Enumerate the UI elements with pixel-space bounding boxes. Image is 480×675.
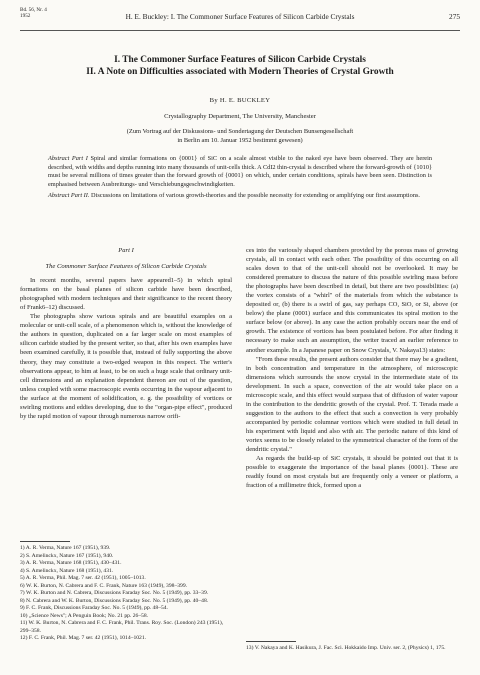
- footnote: 7) W. K. Burton and N. Cabrera, Discussions Faraday Soc. No. 5 (1949), pp. 33–39.: [20, 590, 209, 596]
- footnote: 2) S. Amelinckx, Nature 167 (1951), 940.: [20, 552, 114, 559]
- volume-year: 1952: [20, 12, 31, 19]
- footnote: 13) V. Nakaya and K. Hasikura, J. Fac. Sci. Hokkaido Imp. Univ. ser. 2, (Physics) 1, 175.: [246, 645, 446, 651]
- abstract-part-2-text: Discussions on limitations of various growth-theories and the possible necessity for extending or amplifying our first assumptions.: [91, 191, 420, 199]
- footnote: 8) N. Cabrera and W. K. Burton, Discussions Faraday Soc. No. 5 (1949), pp. 40–48.: [20, 597, 209, 604]
- right-paragraph-1: ces into the variously shaped chambers provided by the porous mass of growing crystals, all in contact with each other. The possibility of this occurring on all scales down to that of the unit-cell should not be overlooked. It may be considered premature to discuss the nature of this possible swirling mass before the photographs have been described in detail, but there are two possibilities: (a) the vortex consists of a "whirl" of the materials from which the substance is deposited or, (b) there is a swirl of gas, say perhaps CO, SiO, or Si, above (or below) the plane (0001) surface and this communicates its spiral motion to the surface below (or above). In any case the action probably occurs near the end of growth. The existence of vortices has been postulated before. For after finding it necessary to make such an assumption, the writer traced an earlier reference to another example. In a Japanese paper on Snow Crystals, V. Nakaya13) states:: [246, 247, 458, 354]
- running-title: H. E. Buckley: I. The Commoner Surface Features of Silicon Carbide Crystals: [125, 12, 355, 21]
- received-line-1: (Zum Vortrag auf der Diskussions- und Sondertagung der Deutschen Bunsengesellschaft: [126, 128, 354, 135]
- running-header: [20, 8, 460, 31]
- footnote: 10) „Science News"; A Penguin Book; No. 21 pp. 26–58.: [20, 612, 149, 619]
- footnote-rule-right: [246, 641, 296, 642]
- footnote: 5) A. R. Verma, Phil. Mag. 7 ser. 42 (1951), 1005–1013.: [20, 575, 146, 581]
- footnote: 12) F. C. Frank, Phil. Mag. 7 ser. 42 (1951), 1014–1021.: [20, 635, 147, 641]
- right-paragraph-2: "From these results, the present authors consider that there may be a gradient, in both concentration and temperature in the atmosphere, of microscopic dimensions which surrounds the snow crystal in the intermediate state of its development. In such a space, convection of the air would take place on a microscopic scale, and this effect would surpass that of diffusion of water vapour in the contribution to the dendritic growth of the crystal. Prof. T. Terada made a suggestion to the authors to the effect that such a convection is very probably accompanied by periodic columnar vortices which were studied in full detail in his experiment with liquid and also with air. The periodic nature of this kind of vortex seems to be closely related to the symmetrical character of the form of the dendritic crystal.": [246, 355, 458, 454]
- left-paragraph-1: In recent months, several papers have appeared1–5) in which spiral formations on the basal planes of silicon carbide have been described, photographed with modern techniques and their significance to the recent theory of Frank6–12) discussed.: [20, 277, 232, 312]
- footnote: 1) A. R. Verma, Nature 167 (1951), 939.: [20, 545, 111, 551]
- left-paragraph-2: The photographs show various spirals and are beautiful examples on a molecular or unit-cell scale, of a phenomenon which is, without the knowledge of the authors in question, duplicated on a far larger scale on most examples of silicon carbide studied by the present writer, so that, after his own examples have been examined carefully, it is possible that, instead of fully supporting the above theory, they may constitute a two-edged weapon in this respect. The writer's observations appear, to him at least, to be on such a huge scale that ordinary unit-cell dimensions and an explanation dependent thereon are out of the question, unless coupled with some macroscopic events occurring in the vapour adjacent to the surface at the moment of solidification, e. g. the possibility of vortices or swirling motions and eddies developing, due to the "organ-pipe effect", produced by the rapid motion of vapour through numerous narrow orifi-: [20, 313, 232, 420]
- received-line-2: in Berlin am 10. Januar 1952 bestimmt gewesen): [177, 136, 303, 144]
- title-line-2: II. A Note on Difficulties associated with Modern Theories of Crystal Growth: [86, 67, 394, 77]
- article-title: [20, 54, 460, 78]
- abstract-part-2: [48, 192, 432, 201]
- footnotes-left: [20, 545, 234, 643]
- abstract-part-2-label: Abstract Part II.: [48, 191, 90, 199]
- abstract-part-1-text: Spiral and similar formations on {0001} of SiC on a scale almost visible to the naked eye have been observed. They are herein described, with widths and depths running into many thousands of unit-cells thick. A CdI2 thin-crystal is described where the forward-growth of {1010} must be several millions of times greater than the forward growth of {0001} on which, under certain conditions, spirals have been seen. Distinction is emphasised between Ausbreitungs- und Verschiebungsgeschwindigkeiten.: [48, 155, 433, 189]
- abstract: [48, 155, 432, 203]
- footnote: 9) F. C. Frank, Discussions Faraday Soc. No. 5 (1949), pp. 48–54.: [20, 605, 168, 611]
- left-column: [20, 245, 232, 421]
- part-heading: Part I: [118, 247, 134, 254]
- footnote: 3) A. R. Verma, Nature 168 (1951), 430–431.: [20, 560, 122, 566]
- footnotes-right: [246, 645, 460, 653]
- abstract-part-1: [48, 155, 432, 190]
- author-line: By H. E. BUCKLEY: [209, 97, 271, 104]
- received-note: [20, 128, 460, 145]
- page-number: 275: [449, 12, 460, 21]
- section-heading: The Commoner Surface Features of Silicon Carbide Crystals: [45, 263, 207, 271]
- abstract-part-1-label: Abstract Part I: [48, 155, 88, 162]
- affiliation: Crystallography Department, The University, Manchester: [164, 113, 316, 120]
- title-line-1: I. The Commoner Surface Features of Silicon Carbide Crystals: [114, 55, 366, 65]
- right-column: [246, 246, 458, 490]
- footnote: 4) S. Amelinckx, Nature 168 (1951), 431.: [20, 567, 114, 574]
- footnote: 6) W. K. Burton, N. Cabrera and F. C. Frank, Nature 163 (1949), 398–399.: [20, 582, 188, 589]
- footnote-rule-left: [20, 541, 70, 542]
- footnote: 11) W. K. Burton, N. Cabrera and F. C. Frank, Phil. Trans. Roy. Soc. (London) 243 (1951), 299–358.: [20, 620, 224, 634]
- right-paragraph-3: As regards the build-up of SiC crystals, it should be pointed out that it is possible to exaggerate the importance of the basal planes {0001}. These are readily found on most crystals but are frequently only a veneer or platform, a fraction of a millimetre thick, formed upon a: [246, 455, 458, 490]
- volume-number: Bd. 56, Nr. 4: [20, 7, 47, 13]
